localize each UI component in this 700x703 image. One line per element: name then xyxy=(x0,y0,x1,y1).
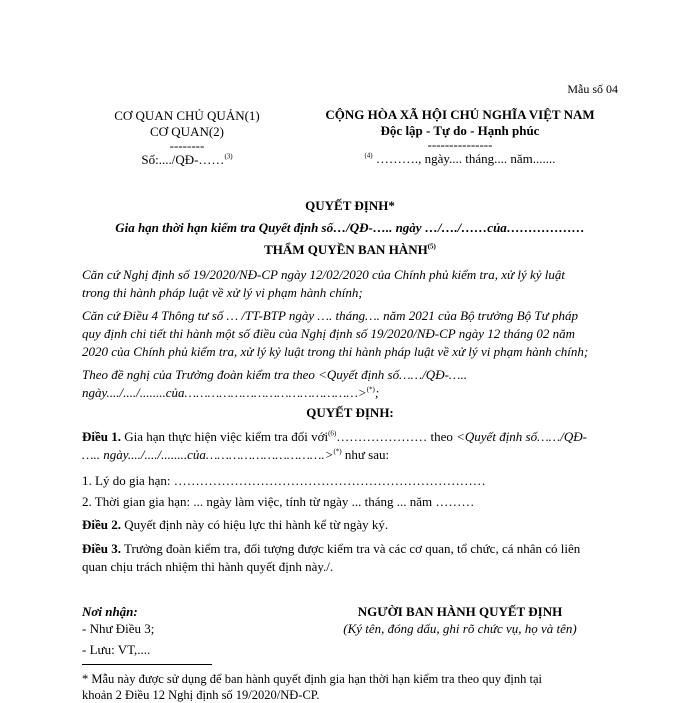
article-1 xyxy=(82,428,622,464)
item-duration: 2. Thời gian gia hạn: ... ngày làm việc, tính từ ngày ... tháng ... năm ……… xyxy=(82,494,475,509)
basis-3-sup: (*) xyxy=(366,385,375,394)
place-date-sup: (4) xyxy=(364,151,373,160)
recipient-item: - Lưu: VT,.... xyxy=(82,642,151,657)
footnote xyxy=(82,671,622,703)
item-reason: 1. Lý do gia hạn: ……………………………………………………………… xyxy=(82,473,486,488)
document-number-sup: (3) xyxy=(224,152,233,161)
basis-1-line-1: Căn cứ Nghị định số 19/2020/NĐ-CP ngày 12/02/2020 của Chính phủ kiểm tra, xử lý kỷ luật xyxy=(82,267,565,282)
basis-paragraph-1 xyxy=(82,266,622,302)
issuing-authority-sup: (5) xyxy=(427,242,436,251)
basis-2-line-1: Căn cứ Điều 4 Thông tư số … /TT-BTP ngày …. tháng…. năm 2021 của Bộ trưởng Bộ Tư pháp xyxy=(82,308,578,323)
footnote-divider xyxy=(82,664,212,665)
article-1-label: Điều 1. xyxy=(82,429,121,444)
article-1-sup-b: (*) xyxy=(333,447,342,456)
recipient-item: - Như Điều 3; xyxy=(82,621,155,636)
header-left xyxy=(62,108,312,168)
national-motto: Độc lập - Tự do - Hạnh phúc xyxy=(380,123,540,138)
basis-paragraph-2 xyxy=(82,307,622,361)
signer-block xyxy=(290,603,630,637)
decision-heading: QUYẾT ĐỊNH: xyxy=(306,405,394,420)
basis-2-line-3: 2020 của Chính phủ kiểm tra, xử lý kỷ luật trong thi hành pháp luật về xử lý vi phạm hành chính; xyxy=(82,344,589,359)
article-1-italic: <Quyết định số……/QĐ- xyxy=(456,429,587,444)
article-1-line-2 xyxy=(82,446,622,464)
national-title: CỘNG HÒA XÃ HỘI CHỦ NGHĨA VIỆT NAM xyxy=(325,107,595,122)
header-right-dashes: --------------- xyxy=(427,137,493,152)
basis-3-line-1: Theo đề nghị của Trưởng đoàn kiểm tra theo <Quyết định số……/QĐ-….. xyxy=(82,367,467,382)
article-1-line-2-end: như sau: xyxy=(341,447,390,462)
document-title: QUYẾT ĐỊNH* xyxy=(305,198,395,213)
signer-note: (Ký tên, đóng dấu, ghi rõ chức vụ, họ và tên) xyxy=(343,621,577,636)
issuing-authority xyxy=(0,242,700,258)
basis-3-line-2-text: ngày..../..../........của………………………………………> xyxy=(82,385,367,400)
article-3-label: Điều 3. xyxy=(82,541,121,556)
recipients xyxy=(82,603,282,658)
document-number-text: Số:..../QĐ-…… xyxy=(141,152,225,167)
place-date xyxy=(290,151,630,167)
article-2 xyxy=(82,516,622,534)
signer-title: NGƯỜI BAN HÀNH QUYẾT ĐỊNH xyxy=(357,604,563,619)
issuing-authority-text: THẨM QUYỀN BAN HÀNH xyxy=(264,242,428,257)
basis-paragraph-3 xyxy=(82,366,622,402)
agency: CƠ QUAN(2) xyxy=(149,124,225,139)
parent-agency: CƠ QUAN CHỦ QUẢN(1) xyxy=(114,108,260,123)
basis-2-line-2: quy định chi tiết thi hành một số điều của Nghị định số 19/2020/NĐ-CP ngày 12 tháng 02 năm xyxy=(82,326,576,341)
article-3 xyxy=(82,540,622,576)
basis-3-line-2 xyxy=(82,384,622,402)
header-left-dashes: -------- xyxy=(169,138,205,153)
place-date-text: ………., ngày.... tháng.... năm....... xyxy=(372,151,556,166)
article-3-line-2: quan chịu trách nhiệm thi hành quyết định này./. xyxy=(82,559,334,574)
document-subtitle: Gia hạn thời hạn kiểm tra Quyết định số…/QĐ-….. ngày …/…./……của……………… xyxy=(115,220,585,235)
basis-1-line-2: trong thi hành pháp luật về xử lý vi phạm hành chính; xyxy=(82,285,363,300)
footnote-line-1: * Mẫu này được sử dụng để ban hành quyết định gia hạn thời hạn kiểm tra theo quy định tại xyxy=(82,672,543,686)
recipients-heading: Nơi nhận: xyxy=(82,604,138,619)
article-3-line-1 xyxy=(82,540,622,558)
article-2-text: Quyết định này có hiệu lực thi hành kể từ ngày ký. xyxy=(121,517,389,532)
document-number xyxy=(62,152,312,168)
basis-3-end: ; xyxy=(374,385,380,400)
article-1-text: Gia hạn thực hiện việc kiểm tra đối với xyxy=(121,429,329,444)
footnote-line-2: khoản 2 Điều 12 Nghị định số 19/2020/NĐ-CP. xyxy=(82,688,320,702)
article-1-sup-a: (6) xyxy=(328,429,337,438)
article-1-line-1 xyxy=(82,428,622,446)
article-3-text: Trưởng đoàn kiểm tra, đối tượng được kiểm tra và các cơ quan, tổ chức, cá nhân có liên xyxy=(121,541,581,556)
article-1-text-b: ………………… theo xyxy=(336,429,457,444)
article-2-label: Điều 2. xyxy=(82,517,121,532)
form-number: Mẫu số 04 xyxy=(567,82,618,96)
header-right xyxy=(290,107,630,167)
article-1-line-2-italic: ….. ngày..../..../........của………………………….> xyxy=(82,447,334,462)
